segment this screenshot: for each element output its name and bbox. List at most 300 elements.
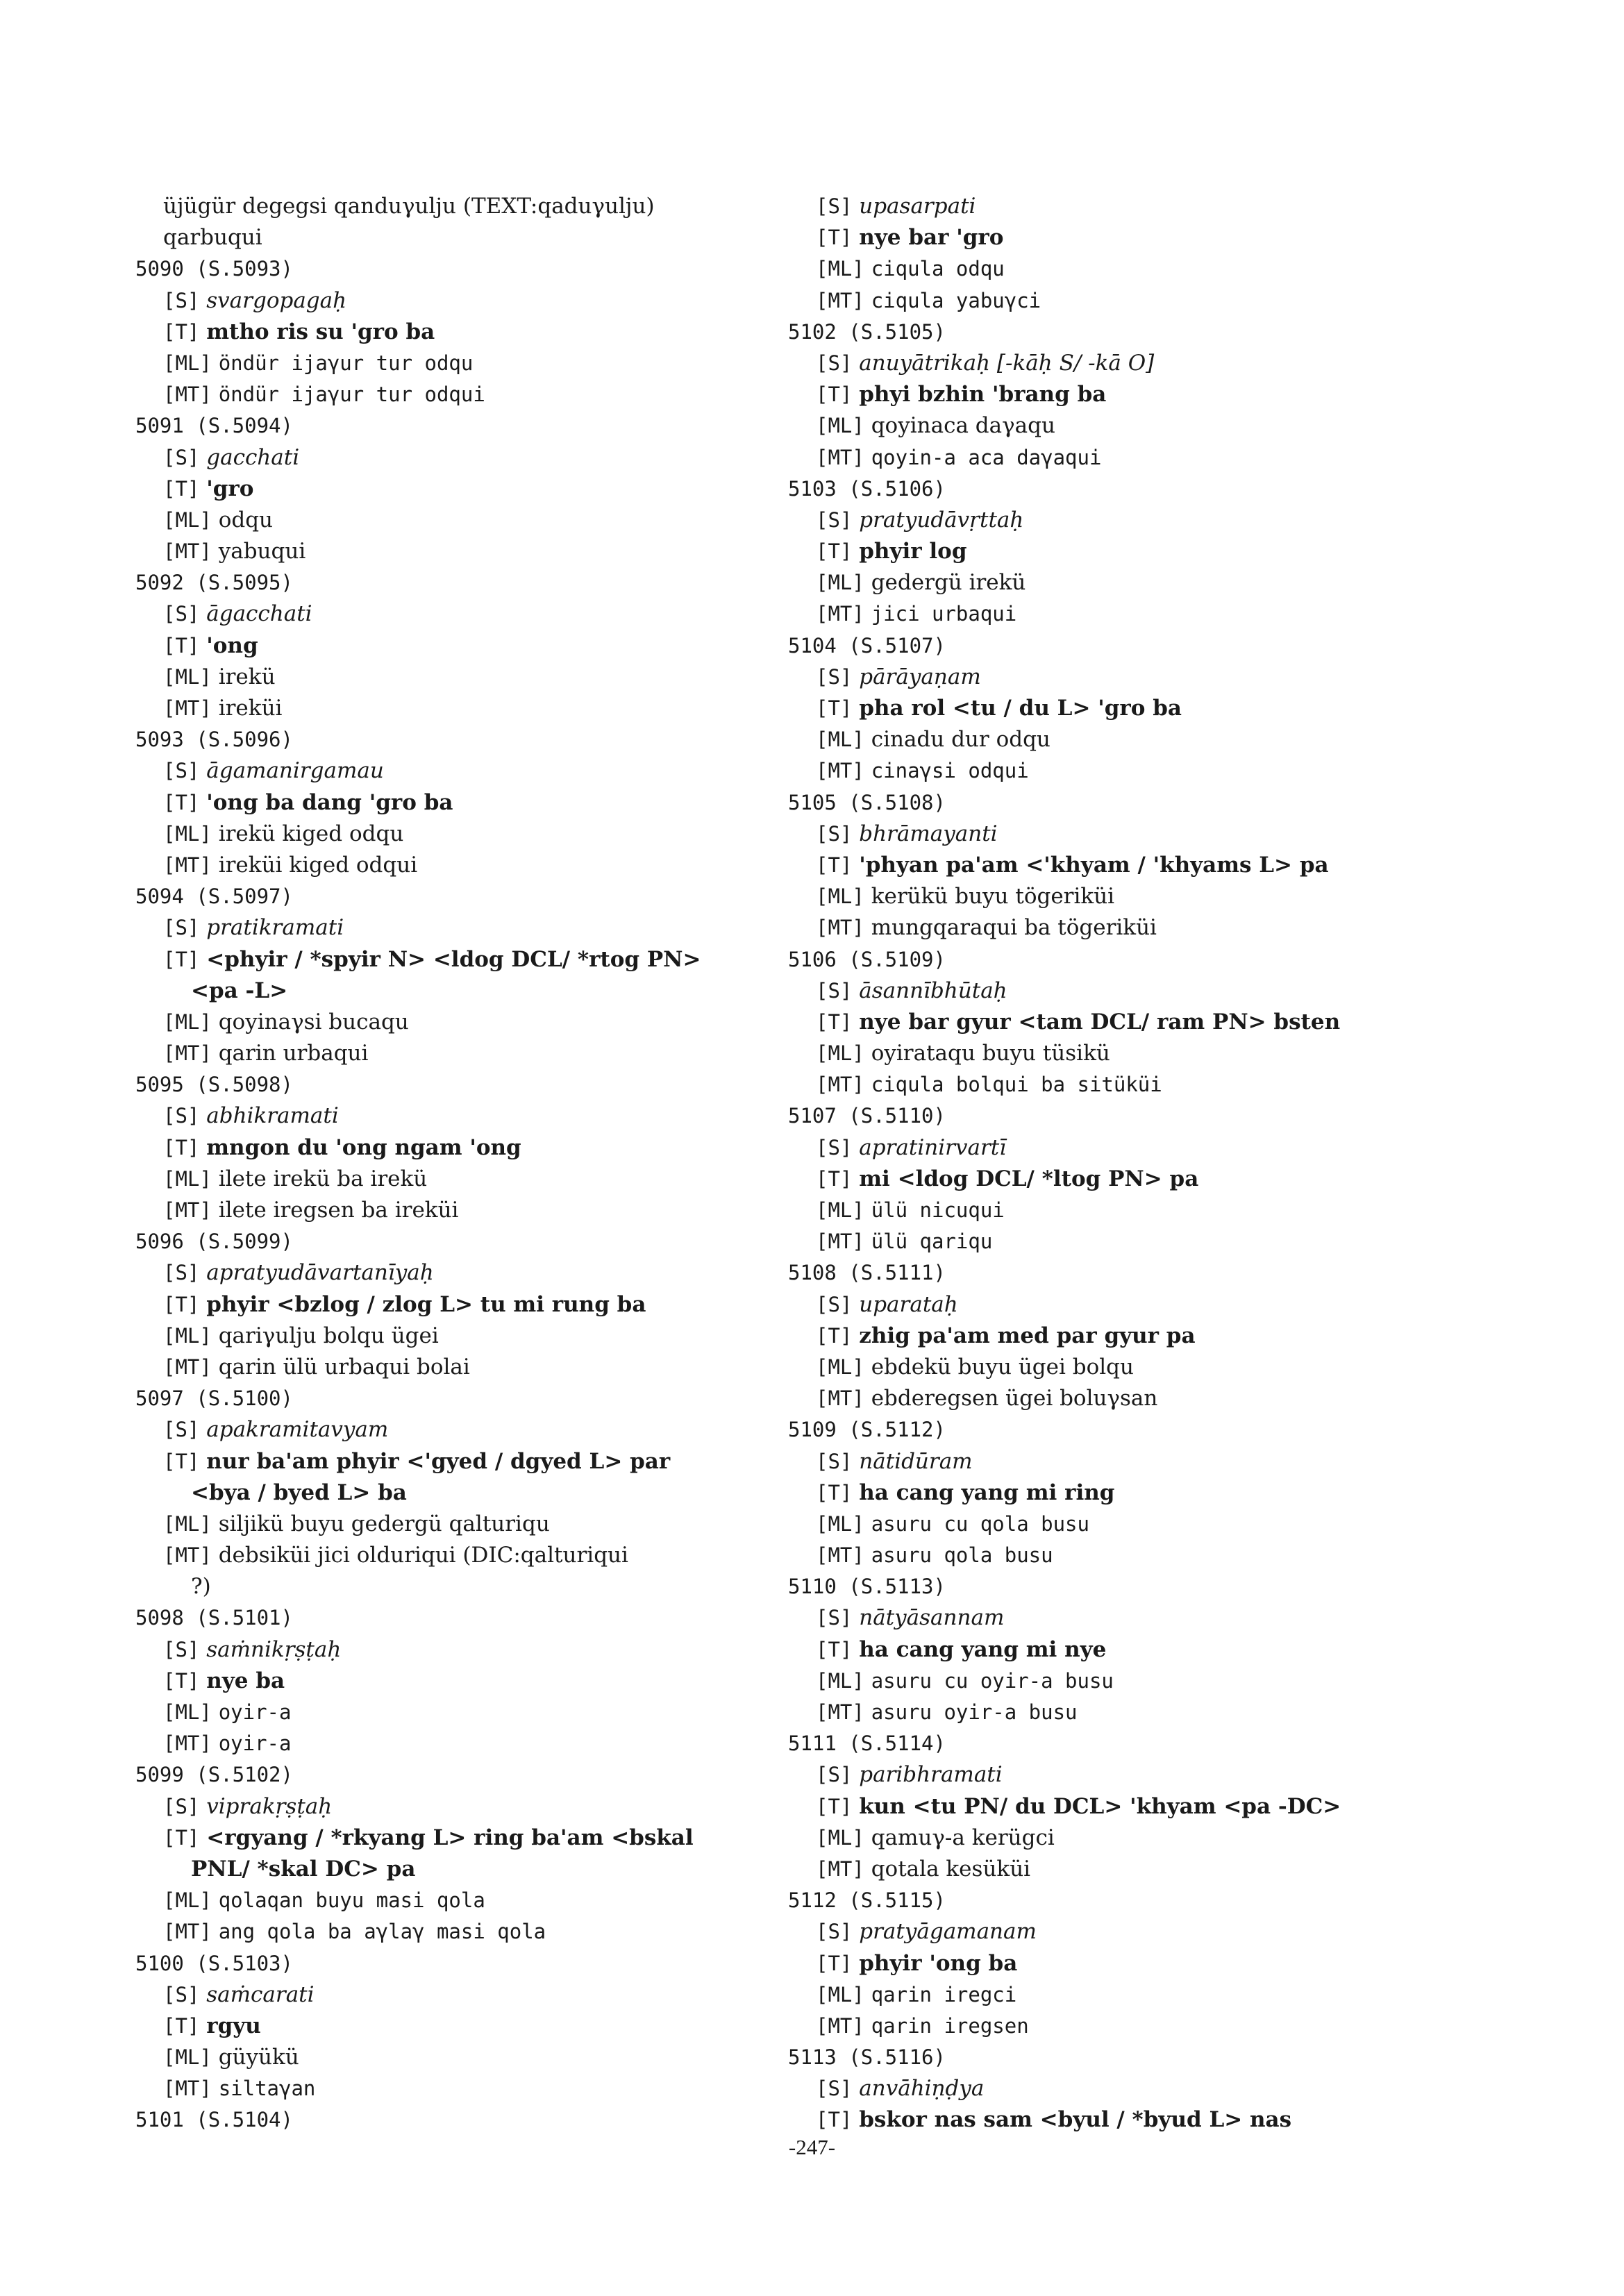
tibetan-term: <phyir / *spyir N> <ldog DCL/ *rtog PN> [206,946,701,972]
tibetan-term: <rgyang / *rkyang L> ring ba'am <bskal [206,1825,694,1850]
mongolian-term: qoyin-a aca daγaqui [871,445,1102,469]
gloss-line [788,662,1427,693]
gloss-line [788,253,1427,285]
sanskrit-term: pratyāgamanam [859,1919,1037,1945]
language-tag: [T] [816,1166,853,1191]
tibetan-term: 'ong [206,632,258,658]
language-tag: [MT] [163,1543,212,1568]
language-tag: [T] [163,476,200,501]
gloss-line [135,317,774,348]
mongolian-term: qariγulju bolqu ügei [218,1323,439,1348]
entry-number: 5092 (S.5095) [135,571,293,595]
gloss-line [135,1822,774,1854]
mongolian-term: ciqula odqu [871,257,1005,281]
sanskrit-term: āgacchati [206,601,312,627]
sanskrit-term: uparataḥ [859,1291,958,1317]
language-tag: [S] [163,288,200,312]
tibetan-term: 'ong ba dang 'gro ba [206,789,453,815]
gloss-line [788,410,1427,442]
tibetan-term: phyi bzhin 'brang ba [859,382,1107,408]
language-tag: [S] [816,1763,853,1787]
gloss-line [135,2073,774,2104]
gloss-line [135,1132,774,1164]
language-tag: [T] [163,790,200,814]
language-tag: [S] [816,1135,853,1159]
entry-number: 5095 (S.5098) [135,1073,293,1097]
gloss-line [788,1446,1427,1477]
entry-number: 5109 (S.5112) [788,1418,946,1442]
gloss-line [788,881,1427,912]
language-tag: [MT] [163,853,212,877]
tibetan-term: bskor nas sam <byul / *byud L> nas [859,2107,1292,2133]
gloss-line [135,1321,774,1352]
mongolian-term: qotala kesüküi [871,1856,1031,1882]
entry-number: 5111 (S.5114) [788,1732,946,1756]
language-tag: [MT] [163,2077,212,2101]
language-tag: [S] [816,664,853,689]
mongolian-term: siljikü buyu gedergü qalturiqu [218,1511,550,1536]
language-tag: [S] [163,759,200,783]
language-tag: [MT] [163,539,212,564]
language-tag: [MT] [816,2013,864,2038]
mongolian-term: ebdekü buyu ügei bolqu [871,1354,1134,1380]
gloss-line [788,567,1427,598]
mongolian-term: ciqula yabuγci [871,288,1041,312]
entry-number: 5113 (S.5116) [788,2045,946,2070]
gloss-line [135,787,774,819]
gloss-line [788,850,1427,881]
mongolian-term: cinaγsi odqui [871,759,1029,783]
gloss-line [788,819,1427,850]
sanskrit-term: pratyudāvṛttaḥ [859,507,1024,533]
tibetan-term: zhig pa'am med par gyur pa [859,1323,1196,1348]
mongolian-term: güyükü [218,2045,299,2070]
gloss-line [135,1446,774,1477]
entry-number: 5091 (S.5094) [135,414,293,438]
mongolian-term: odqu [218,507,274,533]
gloss-line [135,1540,774,1571]
mongolian-term: qarin ülü urbaqui bolai [218,1354,470,1380]
mongolian-term: ülü qariqu [871,1230,993,1254]
language-tag: [MT] [816,916,864,940]
mongolian-term: asuru qola busu [871,1543,1053,1568]
sanskrit-term: anvāhiṇḍya [859,2076,985,2102]
entry-number: 5105 (S.5108) [788,790,946,814]
gloss-line [135,662,774,693]
gloss-line [788,1540,1427,1571]
gloss-line [135,505,774,536]
language-tag: [S] [163,1794,200,1818]
language-tag: [T] [816,696,853,720]
tibetan-term: mtho ris su 'gro ba [206,319,435,344]
gloss-line [788,348,1427,379]
language-tag: [T] [816,539,853,564]
language-tag: [ML] [816,571,864,595]
tibetan-term: mi <ldog DCL/ *ltog PN> pa [859,1166,1199,1191]
gloss-line [788,1226,1427,1257]
gloss-line [788,1007,1427,1038]
language-tag: [ML] [816,414,864,438]
language-tag: [MT] [816,1543,864,1568]
language-tag: [S] [163,445,200,469]
gloss-line [788,1602,1427,1634]
language-tag: [ML] [816,1982,864,2006]
gloss-line [135,1791,774,1822]
language-tag: [T] [163,1292,200,1316]
language-tag: [MT] [163,1198,212,1222]
continuation-line: PNL/ *skal DC> pa [191,1856,416,1882]
language-tag: [S] [816,2077,853,2101]
sanskrit-term: paribhramati [859,1762,1003,1788]
gloss-line [135,2042,774,2073]
language-tag: [ML] [816,257,864,281]
language-tag: [ML] [816,1198,864,1222]
mongolian-term: qamuγ-a kerügci [871,1825,1055,1850]
sanskrit-term: abhikramati [206,1103,339,1129]
gloss-line [135,1666,774,1697]
mongolian-term: qarin iregci [871,1982,1017,2006]
entry-number: 5090 (S.5093) [135,257,293,281]
gloss-line [788,1477,1427,1509]
entry-number: 5110 (S.5113) [788,1575,946,1599]
sanskrit-term: āsannībhūtaḥ [859,978,1007,1003]
language-tag: [S] [816,1920,853,1944]
page-number: -247- [788,2135,836,2159]
gloss-line [135,536,774,567]
entry-number: 5097 (S.5100) [135,1386,293,1411]
gloss-line [135,1352,774,1383]
language-tag: [T] [816,383,853,407]
sanskrit-term: svargopagaḥ [206,287,347,313]
tibetan-term: kun <tu PN/ du DCL> 'khyam <pa -DC> [859,1793,1341,1819]
gloss-line [135,2011,774,2042]
continuation-line: üjügür degegsi qanduγulju (TEXT:qaduγulju) [163,194,655,219]
mongolian-term: gedergü irekü [871,570,1026,596]
gloss-line [788,1352,1427,1383]
language-tag: [MT] [163,1041,212,1066]
gloss-line [135,1257,774,1289]
gloss-line [788,724,1427,755]
gloss-line [788,1321,1427,1352]
gloss-line [788,693,1427,724]
sanskrit-term: pārāyaṇam [859,664,981,689]
mongolian-term: ilete iregsen ba ireküi [218,1198,459,1223]
language-tag: [S] [816,978,853,1003]
gloss-line [135,1979,774,2011]
gloss-line [135,348,774,379]
gloss-line [135,1885,774,1916]
continuation-line: ?) [191,1574,211,1600]
mongolian-term: oyir-a [218,1700,292,1724]
sanskrit-term: nātidūram [859,1448,973,1474]
gloss-line [788,1289,1427,1321]
language-tag: [S] [163,602,200,626]
language-tag: [T] [163,947,200,971]
mongolian-term: ilete irekü ba irekü [218,1166,428,1191]
sanskrit-term: apratyudāvartanīyaḥ [206,1260,434,1286]
language-tag: [ML] [163,508,212,532]
mongolian-term: ireküi kiged odqui [218,852,418,878]
mongolian-term: ciqula bolqui ba sitüküi [871,1073,1162,1097]
tibetan-term: nye bar 'gro [859,225,1004,251]
language-tag: [MT] [816,1386,864,1411]
language-tag: [S] [816,1449,853,1473]
gloss-line [135,693,774,724]
language-tag: [ML] [163,1166,212,1191]
language-tag: [ML] [816,728,864,752]
language-tag: [T] [816,226,853,250]
language-tag: [T] [163,2013,200,2038]
gloss-line [135,285,774,317]
mongolian-term: ülü nicuqui [871,1198,1005,1222]
mongolian-term: cinadu dur odqu [871,727,1050,753]
language-tag: [T] [816,1794,853,1818]
gloss-line [788,1916,1427,1947]
gloss-line [135,1728,774,1759]
language-tag: [S] [163,916,200,940]
language-tag: [MT] [816,288,864,312]
gloss-line [788,1164,1427,1195]
language-tag: [ML] [163,1888,212,1913]
mongolian-term: jici urbaqui [871,602,1017,626]
gloss-line [135,442,774,474]
language-tag: [ML] [163,2045,212,2070]
language-tag: [MT] [163,1920,212,1944]
language-tag: [MT] [163,696,212,720]
gloss-line [135,944,774,975]
right-column [788,191,1427,2136]
entry-number: 5094 (S.5097) [135,885,293,909]
gloss-line [135,1100,774,1132]
language-tag: [S] [816,351,853,375]
mongolian-term: oyirataqu buyu tüsikü [871,1041,1110,1066]
gloss-line [135,1038,774,1069]
gloss-line [788,1195,1427,1226]
entry-number: 5100 (S.5103) [135,1951,293,1975]
gloss-line [788,1132,1427,1164]
mongolian-term: qoyinaγsi bucaqu [218,1009,409,1034]
gloss-line [135,598,774,630]
entry-number: 5099 (S.5102) [135,1763,293,1787]
gloss-line [135,1509,774,1540]
gloss-line [788,1759,1427,1791]
tibetan-term: phyir <bzlog / zlog L> tu mi rung ba [206,1291,646,1317]
gloss-line [135,379,774,410]
tibetan-term: nye ba [206,1668,285,1693]
gloss-line [788,2073,1427,2104]
mongolian-term: debsiküi jici olduriqui (DIC:qalturiqui [218,1543,628,1568]
gloss-line [788,505,1427,536]
language-tag: [ML] [163,1323,212,1348]
tibetan-term: nur ba'am phyir <'gyed / dgyed L> par [206,1448,671,1474]
gloss-line [135,1164,774,1195]
language-tag: [T] [163,1668,200,1693]
language-tag: [MT] [816,445,864,469]
language-tag: [ML] [816,1825,864,1850]
gloss-line [135,1414,774,1446]
language-tag: [ML] [816,1511,864,1536]
mongolian-term: qoyinaca daγaqu [871,413,1055,439]
gloss-line [135,755,774,787]
language-tag: [T] [816,853,853,877]
mongolian-term: qarin urbaqui [218,1041,369,1066]
sanskrit-term: saṁcarati [206,1981,315,2007]
language-tag: [T] [163,1825,200,1850]
gloss-line [135,474,774,505]
entry-number: 5107 (S.5110) [788,1104,946,1128]
language-tag: [S] [816,508,853,532]
gloss-line [788,379,1427,410]
gloss-line [788,2011,1427,2042]
gloss-line [788,1383,1427,1414]
gloss-line [788,598,1427,630]
entry-number: 5101 (S.5104) [135,2108,293,2132]
gloss-line [788,1069,1427,1100]
mongolian-term: asuru oyir-a busu [871,1700,1078,1724]
tibetan-term: nye bar gyur <tam DCL/ ram PN> bsten [859,1009,1341,1034]
mongolian-term: oyir-a [218,1732,292,1756]
gloss-line [135,1289,774,1321]
entry-number: 5098 (S.5101) [135,1606,293,1630]
gloss-line [788,1038,1427,1069]
language-tag: [ML] [816,885,864,909]
entry-number: 5106 (S.5109) [788,947,946,971]
continuation-line: <pa -L> [191,978,288,1003]
language-tag: [S] [816,821,853,846]
language-tag: [T] [816,1323,853,1348]
sanskrit-term: viprakṛṣṭaḥ [206,1793,333,1819]
mongolian-term: irekü kiged odqu [218,821,404,846]
gloss-line [135,630,774,662]
gloss-line [135,1195,774,1226]
mongolian-term: ebderegsen ügei boluγsan [871,1386,1158,1411]
mongolian-term: kerükü buyu tögeriküi [871,884,1115,910]
gloss-line [135,1634,774,1666]
tibetan-term: rgyu [206,2013,261,2038]
tibetan-term: phyir 'ong ba [859,1950,1018,1976]
sanskrit-term: upasarpati [859,194,976,219]
language-tag: [T] [163,633,200,657]
entry-number: 5108 (S.5111) [788,1261,946,1285]
language-tag: [T] [816,2108,853,2132]
tibetan-term: 'gro [206,476,254,501]
language-tag: [MT] [163,1732,212,1756]
sanskrit-term: apakramitavyam [206,1417,389,1443]
language-tag: [MT] [816,759,864,783]
sanskrit-term: apratinirvartī [859,1134,1007,1160]
mongolian-term: irekü [218,664,276,689]
language-tag: [T] [163,1135,200,1159]
gloss-line [788,1634,1427,1666]
mongolian-term: ireküi [218,696,283,721]
language-tag: [S] [163,1261,200,1285]
sanskrit-term: nātyāsannam [859,1605,1005,1631]
tibetan-term: mngon du 'ong ngam 'ong [206,1134,521,1160]
gloss-line [788,222,1427,253]
mongolian-term: asuru cu oyir-a busu [871,1668,1114,1693]
gloss-line [788,1854,1427,1885]
gloss-line [788,975,1427,1007]
language-tag: [MT] [163,1355,212,1379]
gloss-line [788,755,1427,787]
gloss-line [788,285,1427,317]
entry-number: 5104 (S.5107) [788,633,946,657]
language-tag: [ML] [163,821,212,846]
language-tag: [T] [816,1951,853,1975]
tibetan-term: 'phyan pa'am <'khyam / 'khyams L> pa [859,852,1329,878]
language-tag: [T] [163,1449,200,1473]
language-tag: [ML] [163,664,212,689]
gloss-line [135,1697,774,1728]
language-tag: [S] [163,1418,200,1442]
language-tag: [ML] [163,1511,212,1536]
continuation-line: qarbuqui [163,225,262,251]
language-tag: [S] [163,1982,200,2006]
language-tag: [MT] [816,1230,864,1254]
mongolian-term: asuru cu qola busu [871,1511,1089,1536]
language-tag: [T] [163,319,200,344]
language-tag: [S] [163,1637,200,1661]
mongolian-term: yabuqui [218,539,306,564]
gloss-line [788,1948,1427,1979]
entry-number: 5112 (S.5115) [788,1888,946,1913]
sanskrit-term: saṁnikṛṣṭaḥ [206,1636,342,1662]
language-tag: [T] [816,1637,853,1661]
sanskrit-term: āgamanirgamau [206,758,384,784]
sanskrit-term: anuyātrikaḥ [-kāḥ S/ -kā O] [859,350,1155,376]
language-tag: [S] [816,1292,853,1316]
mongolian-term: qarin iregsen [871,2013,1029,2038]
language-tag: [MT] [816,1700,864,1724]
entry-number: 5093 (S.5096) [135,728,293,752]
left-column [135,191,774,2136]
language-tag: [ML] [163,1700,212,1724]
gloss-line [788,1979,1427,2011]
gloss-line [135,850,774,881]
gloss-line [788,1697,1427,1728]
sanskrit-term: gacchati [206,444,300,470]
language-tag: [S] [816,194,853,218]
mongolian-term: mungqaraqui ba tögeriküi [871,915,1157,941]
tibetan-term: ha cang yang mi nye [859,1636,1107,1662]
gloss-line [788,1666,1427,1697]
language-tag: [MT] [816,1857,864,1881]
tibetan-term: phyir log [859,539,967,564]
entry-number: 5096 (S.5099) [135,1230,293,1254]
sanskrit-term: bhrāmayanti [859,821,998,846]
entry-number: 5103 (S.5106) [788,476,946,501]
gloss-line [135,1007,774,1038]
language-tag: [MT] [816,602,864,626]
gloss-line [135,819,774,850]
gloss-line [788,2104,1427,2136]
tibetan-term: ha cang yang mi ring [859,1480,1115,1505]
language-tag: [ML] [816,1668,864,1693]
language-tag: [MT] [816,1073,864,1097]
gloss-line [788,1509,1427,1540]
gloss-line [135,1916,774,1947]
mongolian-term: ang qola ba aγlaγ masi qola [218,1920,546,1944]
language-tag: [ML] [816,1041,864,1066]
language-tag: [ML] [816,1355,864,1379]
language-tag: [T] [816,1009,853,1034]
gloss-line [788,1791,1427,1822]
tibetan-term: pha rol <tu / du L> 'gro ba [859,696,1182,721]
mongolian-term: qolaqan buyu masi qola [218,1888,485,1913]
gloss-line [788,912,1427,944]
language-tag: [T] [816,1480,853,1505]
gloss-line [788,191,1427,222]
